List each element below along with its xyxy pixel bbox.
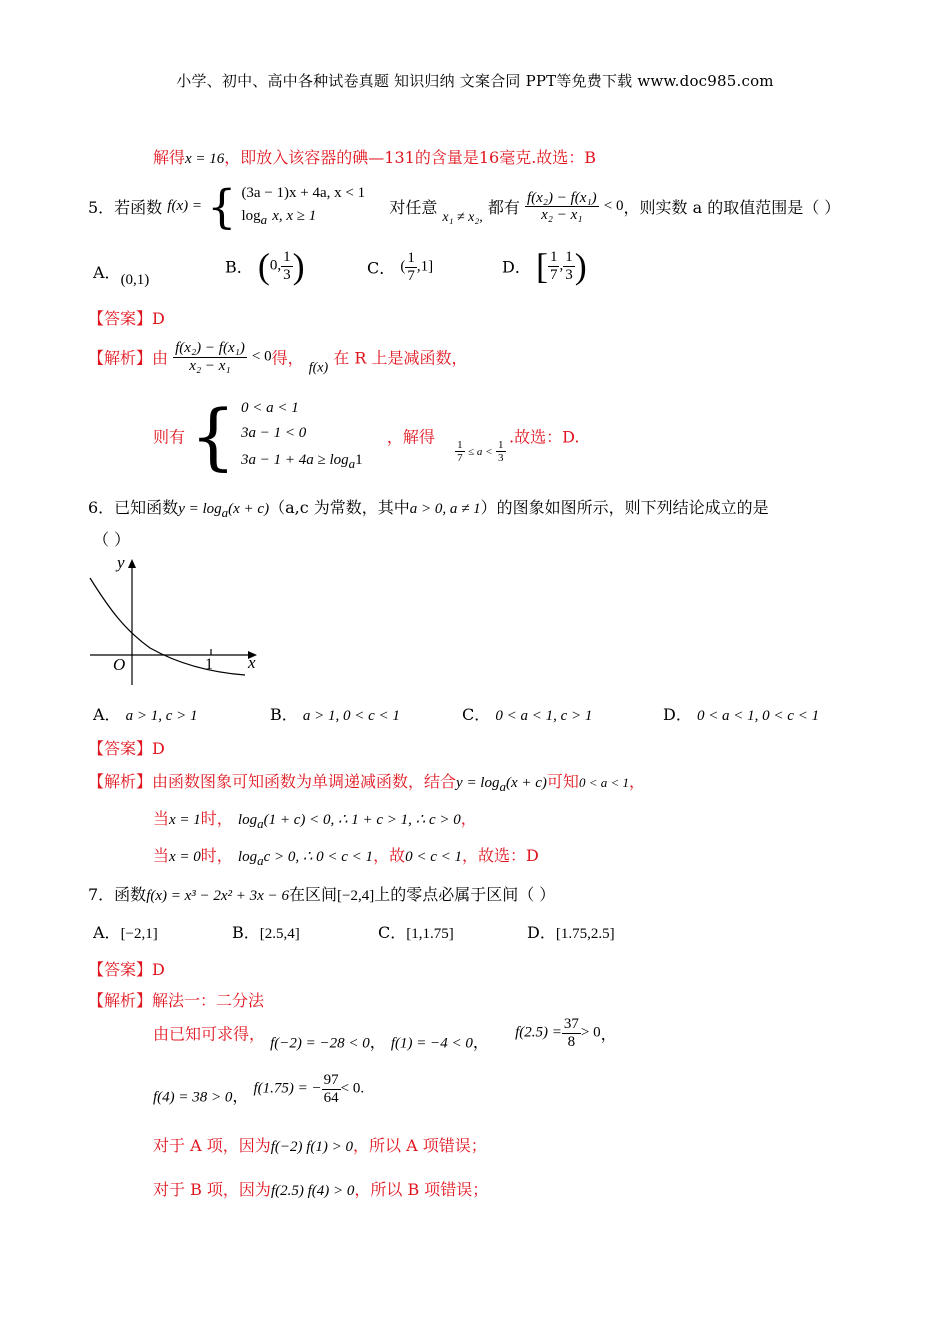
q5-analysis-label: 【解析】	[88, 348, 153, 368]
q7-option-c-value: [1,1.75]	[406, 926, 454, 942]
q6-analysis-label: 【解析】	[88, 772, 153, 791]
q7-value-4: f(4) = 38 > 0	[153, 1089, 233, 1106]
q7-option-b-value: [2.5,4]	[259, 926, 300, 942]
q5-option-c: C． ( $\frac{1}{7}$ ,1]	[367, 250, 434, 284]
q7-function: f(x) = x³ − 2x² + 3x − 6	[146, 888, 289, 904]
q5-system-3: 3a − 1 + 4a ≥ log	[241, 452, 349, 468]
q7-tail: 上的零点必属于区间（ ）	[374, 885, 556, 904]
q5-answer: 【答案】D	[88, 309, 165, 328]
q7-analysis-head	[88, 988, 264, 1011]
q6-analysis-line-1: 【解析】由函数图象可知函数为单调递减函数，结合$y = \log_a(x + c)$可知0 < a < 1，	[88, 772, 645, 795]
q6-option-c-value: 0 < a < 1, c > 1	[495, 708, 593, 724]
q5-option-c-label: C．	[367, 258, 396, 278]
q7-number: 7．函数	[88, 885, 147, 904]
q5-analysis-line-1	[88, 340, 468, 377]
q7-value-5b: < 0	[340, 1080, 361, 1097]
q5-option-a	[93, 260, 149, 289]
y-axis-arrow-icon	[128, 559, 136, 568]
q5-system-lines: 0 < a < 1 3a − 1 < 0 $3a - 1 + 4a \ge \log_a1$	[241, 396, 363, 476]
q7-sep-2: ，	[472, 1032, 489, 1052]
q6-analysis-3h: ，故选：D	[461, 846, 539, 865]
q7-known: 由已知可求得，	[153, 1024, 266, 1044]
q7-value-2: f(1) = −4 < 0	[390, 1035, 473, 1052]
q6-graph	[85, 550, 275, 690]
q7-reason-a-3: ，所以 A 项错误；	[353, 1136, 487, 1155]
q5-analysis-decreasing: 在 R 上是减函数，	[333, 348, 468, 368]
question-6-stem: 6．已知函数$y = \log_a(x + c)(a,c$ 为常数，其中a > 0, a ≠ 1）的图象如图所示，则下列结论成立的是	[88, 498, 769, 521]
q5-choose: .故选：D.	[509, 427, 580, 447]
q5-analysis-lt0: < 0	[251, 348, 272, 365]
q6-desc2: ）的图象如图所示，则下列结论成立的是	[480, 498, 769, 517]
q6-function-b: (x + c)	[228, 501, 270, 517]
q6-analysis-3f: ，故	[373, 846, 406, 865]
q5-option-d: D． [ $\frac{1}{7}$ , $\frac{1}{3}$ )	[502, 246, 587, 286]
q6-analysis-2e: (1 + c) < 0, ∴ 1 + c > 1, ∴ c > 0	[263, 812, 461, 828]
q7-reason-b	[153, 1177, 488, 1200]
q5-difference-quotient	[525, 190, 599, 224]
q7-value-3b: > 0	[580, 1024, 601, 1041]
q6-analysis-3d: log	[237, 849, 258, 865]
q5-option-b: B． (0, $\frac{1}{3}$ )	[225, 246, 305, 286]
q7-reason-a	[153, 1133, 487, 1156]
q7-option-d-value: [1.75,2.5]	[555, 926, 615, 942]
q5-analysis-get: 得，	[271, 348, 304, 368]
q6-analysis-3a: 当	[153, 846, 170, 865]
q5-function-def: f(x) =	[167, 198, 202, 215]
y-label: y	[117, 553, 125, 572]
q6-analysis-3e: c > 0, ∴ 0 < c < 1	[263, 849, 374, 865]
question-7-stem	[88, 882, 555, 905]
q6-function: y = log	[178, 501, 222, 517]
q7-value-5-num: 97	[323, 1072, 339, 1088]
q5-analysis-frac-num: f(x₂) − f(x₁)	[175, 340, 245, 356]
q6-analysis-1f: ，	[628, 772, 645, 791]
q5-option-d-label: D．	[502, 257, 531, 277]
q5-condition: x₁ ≠ x₂,	[442, 210, 483, 226]
q5-analysis-by: 由	[152, 348, 169, 368]
q5-number: 5．若函数	[88, 198, 163, 218]
q7-method: 解法一：二分法	[152, 991, 265, 1010]
q7-reason-b-2: f(2.5) f(4) > 0	[270, 1183, 355, 1199]
q6-option-b	[270, 702, 400, 725]
q6-analysis-line-2: 当x = 1时， $\log_a(1 + c) < 0$, ∴ 1 + c > 1, ∴ c > 0，	[153, 809, 477, 832]
q7-option-d-label: D．	[527, 923, 556, 942]
q7-value-5-frac	[322, 1072, 341, 1106]
q7-option-a-label: A．	[93, 923, 121, 942]
q5-all-have: 都有	[487, 198, 520, 218]
q7-reason-b-1: 对于 B 项，因为	[153, 1180, 271, 1199]
q6-analysis-line-3: 当x = 0时， $\log_ac > 0$, ∴ 0 < c < 1，故0 < c < 1，故选：D	[153, 846, 539, 869]
q5-solve: ，解得	[386, 427, 435, 447]
q5-option-b-value: 0,	[269, 257, 282, 274]
q7-value-1: f(−2) = −28 < 0	[270, 1035, 370, 1052]
q6-option-a-label: A．	[93, 705, 121, 724]
q6-analysis-1d: 可知	[546, 772, 579, 791]
q6-analysis-2b: x = 1	[169, 812, 201, 828]
q7-value-3a: f(2.5) =	[515, 1024, 562, 1041]
q7-values-line-1	[153, 1016, 617, 1053]
q6-cond: a > 0, a ≠ 1	[409, 501, 481, 517]
q6-option-c-label: C．	[462, 705, 491, 724]
q5-tail: ，则实数 a 的取值范围是（ ）	[623, 198, 841, 218]
q7-value-5-den: 64	[323, 1089, 339, 1106]
q6-option-b-label: B．	[270, 705, 298, 724]
q7-reason-b-3: ，所以 B 项错误；	[354, 1180, 489, 1199]
q6-analysis-2f: ，	[460, 809, 477, 828]
q6-analysis-1c: (x + c)	[505, 775, 547, 791]
q5-option-c-value: ,1]	[416, 258, 434, 275]
q6-analysis-2d: log	[237, 812, 258, 828]
q7-value-5a: f(1.75) = −	[253, 1080, 322, 1097]
q7-interval: [−2,4]	[336, 888, 375, 904]
q5-frac-num: f(x₂) − f(x₁)	[526, 189, 597, 206]
q6-option-d-label: D．	[663, 705, 692, 724]
q7-sep-3: ，	[600, 1024, 617, 1044]
origin-label: O	[113, 655, 126, 674]
q5-brace: {	[207, 179, 237, 234]
q6-paren: （ ）	[93, 530, 131, 549]
q6-analysis-3b: x = 0	[169, 849, 201, 865]
q6-analysis-3c: 时，	[200, 846, 233, 865]
q6-analysis-1e: 0 < a < 1	[578, 775, 629, 790]
q5-result-range: 1 7 ≤ a < 1 3	[457, 439, 504, 465]
q6-option-a-value: a > 1, c > 1	[125, 708, 198, 724]
q7-analysis-label: 【解析】	[88, 991, 153, 1010]
question-5-stem	[88, 179, 841, 234]
q5-option-c-frac: $\frac{1}{7}$	[407, 250, 415, 284]
q5-analysis-system	[153, 394, 580, 479]
q5-case-2-log: log	[241, 208, 261, 224]
q7-option-c	[378, 920, 454, 943]
q5-analysis-frac-den: x₂ − x₁	[189, 357, 231, 374]
q6-option-c	[462, 702, 592, 725]
q6-answer: 【答案】D	[88, 739, 165, 758]
q7-option-c-label: C．	[378, 923, 407, 942]
q5-analysis-frac	[173, 340, 247, 374]
q5-option-d-frac1: $\frac{1}{7}$	[549, 249, 558, 283]
q6-desc: （a,c 为常数，其中	[269, 498, 410, 517]
prev-equation: x = 16	[185, 151, 225, 167]
q7-option-b	[232, 920, 300, 943]
q7-reason-a-2: f(−2) f(1) > 0	[270, 1139, 354, 1155]
q5-for-any: 对任意	[389, 198, 438, 218]
q7-answer: 【答案】D	[88, 960, 165, 979]
q6-analysis-1b: y = log	[456, 775, 500, 791]
q7-option-d	[527, 920, 615, 943]
q5-option-a-label: A．	[93, 263, 121, 282]
q7-values-line-2	[153, 1072, 364, 1107]
q6-number: 6．已知函数	[88, 498, 179, 517]
q6-analysis-2a: 当	[153, 809, 170, 828]
prev-suffix: ，即放入该容器的碘—131的含量是16毫克.故选：B	[224, 148, 597, 167]
q7-reason-a-1: 对于 A 项，因为	[153, 1136, 271, 1155]
q6-option-d	[663, 702, 819, 725]
q7-sep-4: ，	[232, 1086, 249, 1106]
q7-sep-1: ，	[369, 1032, 386, 1052]
tick-label: 1	[205, 656, 213, 673]
q7-option-b-label: B．	[232, 923, 260, 942]
q6-analysis-3g: 0 < c < 1	[405, 849, 462, 865]
q5-option-d-frac2: $\frac{1}{3}$	[565, 249, 573, 283]
q5-system-2: 3a − 1 < 0	[241, 425, 307, 441]
q6-analysis-1a: 由函数图象可知函数为单调递减函数，结合	[152, 772, 457, 791]
q6-analysis-2c: 时，	[200, 809, 233, 828]
q7-option-a	[93, 920, 158, 943]
q5-then-have: 则有	[153, 427, 186, 447]
q7-dot: .	[360, 1080, 365, 1097]
q5-lt-zero: < 0	[603, 198, 624, 215]
q7-value-3-den: 8	[567, 1033, 576, 1050]
q6-option-d-value: 0 < a < 1, 0 < c < 1	[696, 708, 820, 724]
q5-cases: (3a − 1)x + 4a, x < 1 $\log_a x$, x ≥ 1	[241, 182, 365, 231]
q5-option-a-value: (0,1)	[120, 272, 150, 288]
q5-system-3b: 1	[355, 452, 363, 468]
q5-option-b-label: B．	[225, 257, 253, 277]
q6-option-b-value: a > 1, 0 < c < 1	[302, 708, 400, 724]
previous-answer-line	[153, 145, 596, 168]
q5-system-brace: {	[190, 394, 236, 479]
q5-frac-den: x₂ − x₁	[541, 207, 583, 224]
x-label: x	[248, 653, 256, 672]
q7-option-a-value: [−2,1]	[120, 926, 158, 942]
q7-value-3-frac	[562, 1016, 581, 1050]
q5-range-mid: ≤ a <	[468, 445, 493, 458]
q5-analysis-fx: f(x)	[308, 360, 329, 376]
q6-option-a	[93, 702, 198, 725]
q5-option-b-frac: $\frac{1}{3}$	[283, 249, 291, 283]
prev-prefix: 解得	[153, 148, 186, 167]
q7-mid: 在区间	[288, 885, 337, 904]
q5-case-2: x, x ≥ 1	[272, 208, 317, 224]
page-header: 小学、初中、高中各种试卷真题 知识归纳 文案合同 PPT等免费下载 www.doc985.com	[176, 72, 774, 90]
q7-value-3-num: 37	[563, 1016, 579, 1032]
q5-system-1: 0 < a < 1	[241, 400, 299, 416]
q5-case-1: (3a − 1)x + 4a, x < 1	[241, 185, 366, 201]
